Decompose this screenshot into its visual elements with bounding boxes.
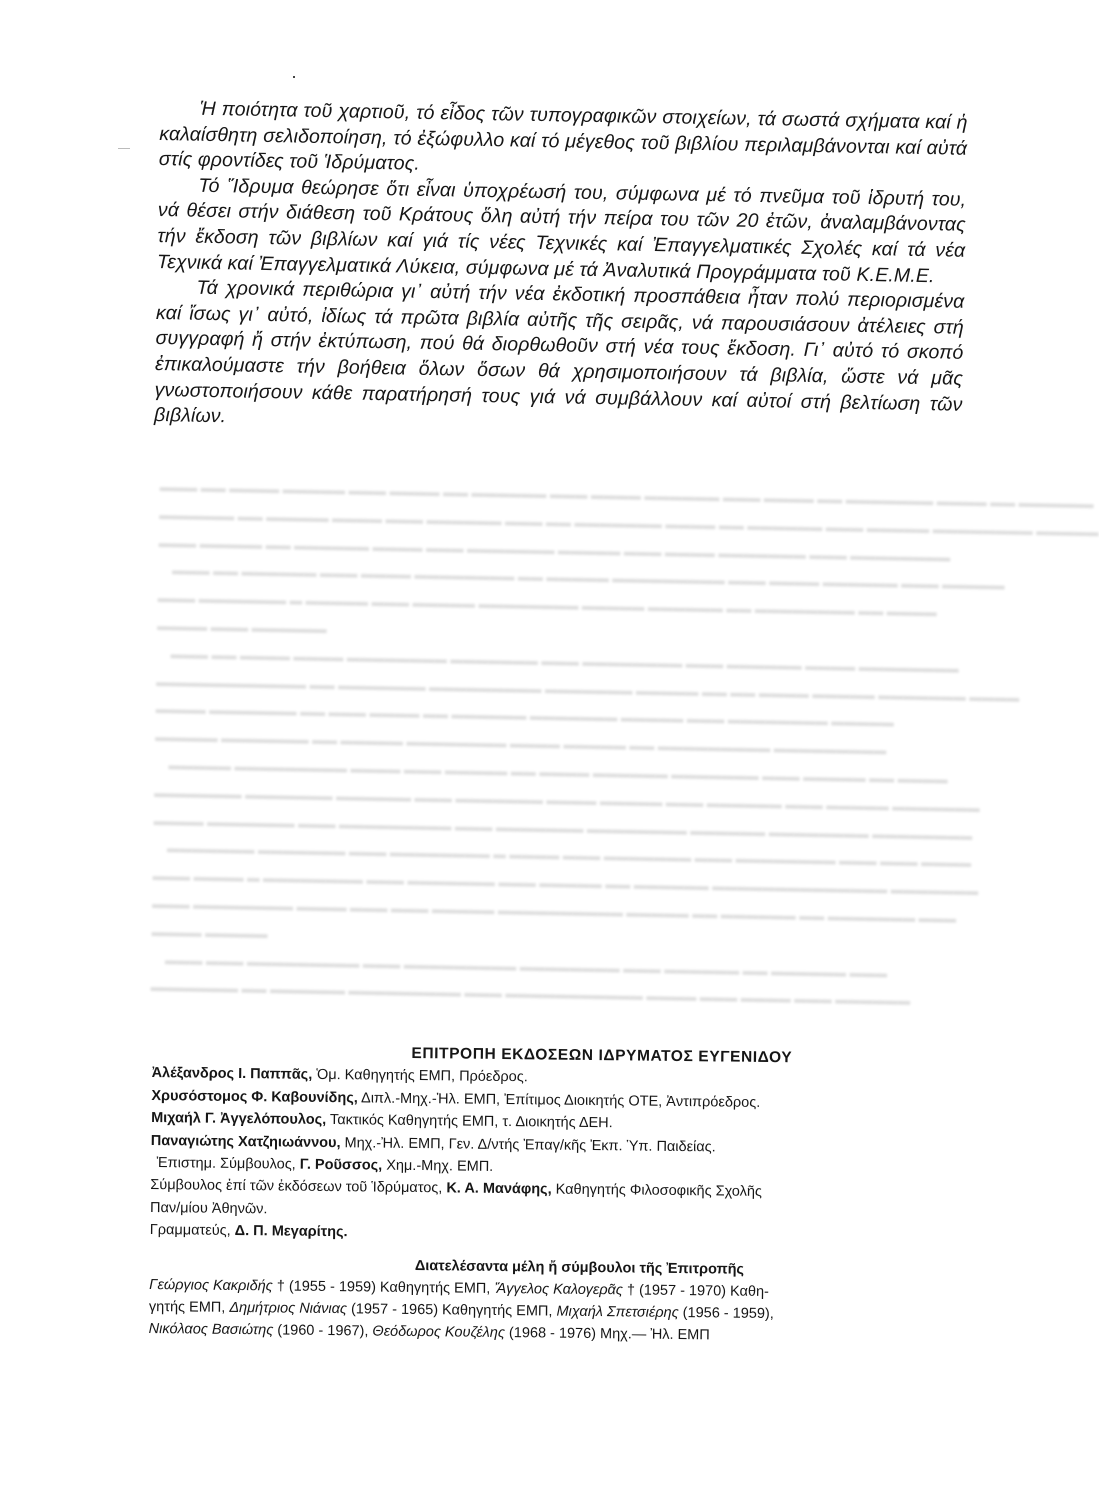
secretary-title: Γραμματεύς, — [149, 1222, 231, 1240]
former-member-name: Μιχαήλ Σπετσιέρης — [556, 1303, 679, 1322]
intro-paragraph-2: Τό Ἵδρυμα θεώρησε ὅτι εἶναι ὑποχρέωσή του, σύμφωνα μέ τό πνεῦμα τοῦ ἱδρυτή του, νά θέσει στήν διάθεση τοῦ Κράτους ὅλη αὐτή τήν πείρα του τῶν 20 ἐτῶν, ἀναλαμβάνοντας τήν ἔκδοση τῶν βιβλίων καί γιά τίς νέες Τεχνικές καί Ἐπαγγελματικές Σχολές καί τά νέα Τεχνικά καί Ἐπαγγελματικά Λύκεια, σύμφωνα μέ τά Ἀναλυτικά Προγράμματα τοῦ Κ.Ε.Μ.Ε. — [156, 174, 967, 287]
advisor-role: Χημ.-Μηχ. ΕΜΠ. — [382, 1157, 494, 1175]
advisor-title: Σύμβουλος ἐπί τῶν ἐκδόσεων τοῦ Ἱδρύματος, — [150, 1177, 443, 1197]
former-member-details: † (1955 - 1959) Καθηγητής ΕΜΠ, — [272, 1278, 495, 1297]
former-members-heading: Διατελέσαντα μέλη ἤ σύμβουλοι τῆς Ἐπιτροπῆς — [414, 1257, 745, 1278]
committee-heading: ΕΠΙΤΡΟΠΗ ΕΚΔΟΣΕΩΝ ΙΔΡΥΜΑΤΟΣ ΕΥΓΕΝΙΔΟΥ — [411, 1044, 793, 1067]
editorial-committee — [149, 1040, 972, 1349]
former-member-name: Νικόλαος Βασιώτης — [148, 1321, 274, 1339]
publications-advisor-cont: Παν/μίου Ἀθηνῶν. — [150, 1199, 268, 1218]
advisor-name: Γ. Ροῦσσος, — [299, 1156, 383, 1174]
show-through-text: ▬▬▬ ▬▬ ▬▬▬▬ ▬▬▬▬▬ ▬▬▬ ▬▬▬▬ ▬▬ ▬▬▬▬▬▬ ▬▬▬ ▬▬▬▬ ▬▬▬▬▬▬ ▬▬▬ ▬▬▬▬ ▬▬ ▬▬▬▬▬▬▬ ▬▬▬▬ ▬▬ ▬▬▬▬▬▬ ▬▬▬▬▬▬ ▬▬ ▬▬▬▬▬ ▬▬▬▬ ▬▬▬ ▬▬▬▬▬▬ ▬▬▬ ▬▬ ▬▬▬▬▬▬▬ ▬▬▬▬ ▬▬ ▬▬▬▬▬▬ ▬▬▬ ▬▬▬▬▬ ▬▬▬▬▬▬▬▬ ▬▬▬▬▬ ▬▬▬ ▬▬▬▬▬ ▬▬ ▬▬▬▬▬▬ ▬▬▬▬ ▬▬▬ ▬▬▬▬▬▬▬ ▬▬▬▬▬ ▬▬▬ ▬▬▬▬ ▬▬▬▬▬▬▬ ▬▬▬ ▬▬▬▬▬▬▬▬ ▬▬▬ ▬▬ ▬▬▬▬▬▬ ▬▬▬ ▬▬▬▬ ▬▬▬▬▬▬▬▬ ▬▬ ▬▬▬▬▬ ▬▬▬▬▬▬▬▬▬ ▬▬▬ ▬▬▬▬ ▬▬▬▬▬▬ ▬▬▬ ▬▬▬▬▬ ▬▬▬ ▬▬▬▬▬▬▬ ▬ ▬▬▬▬▬ ▬▬▬ ▬▬▬▬▬ ▬▬▬▬▬▬▬▬ ▬▬▬▬▬ ▬▬▬▬▬▬ ▬▬ ▬▬▬▬▬▬▬▬ ▬▬ ▬▬▬▬ ▬▬▬▬ ▬▬▬ ▬▬▬▬▬▬ ▬▬▬ ▬▬ ▬▬▬▬ ▬▬▬▬ ▬▬▬▬▬▬▬▬ ▬▬▬▬▬▬▬ ▬▬▬ ▬▬▬▬▬▬▬▬ ▬▬▬ ▬▬▬▬▬▬ ▬▬▬▬ ▬▬▬▬▬▬▬▬ ▬▬▬▬▬▬▬▬▬▬▬▬ ▬▬ ▬▬▬▬▬▬▬ ▬▬▬▬▬▬▬▬▬ ▬▬▬▬▬▬▬ ▬▬▬▬▬ ▬▬ ▬▬ ▬▬▬▬ ▬▬▬▬▬ ▬▬▬▬▬▬▬ ▬▬▬▬ ▬▬▬▬ ▬▬▬▬▬▬▬ ▬▬ ▬▬▬ ▬▬▬▬ ▬▬ ▬▬▬▬▬▬ ▬▬▬▬▬▬▬ ▬▬▬▬▬ ▬▬▬ ▬▬▬▬▬▬▬▬ ▬▬▬▬▬ ▬▬▬▬▬ ▬▬▬▬▬▬▬ ▬▬ ▬▬▬▬▬ ▬▬▬▬▬▬▬▬ ▬▬▬▬ ▬▬▬▬▬ ▬▬ ▬▬▬▬▬▬▬▬▬ ▬▬▬▬▬▬▬▬▬ ▬▬▬▬▬ ▬▬▬▬▬▬▬▬▬ ▬▬▬▬ ▬▬▬ ▬▬▬▬▬ ▬▬ ▬▬▬▬ ▬▬▬▬▬▬ ▬▬▬▬▬▬▬ ▬▬▬ ▬▬▬▬▬ ▬▬ ▬▬▬▬ ▬▬▬▬▬▬▬ ▬▬▬▬▬▬▬ ▬▬▬▬▬▬ ▬▬▬ ▬▬▬▬▬▬▬ ▬▬▬▬ ▬▬▬▬▬ ▬▬▬ ▬▬▬▬▬▬ ▬▬▬ ▬▬▬▬▬ ▬▬▬▬▬▬▬ ▬▬▬▬ ▬▬▬▬▬▬▬ ▬▬▬ ▬▬▬▬▬▬▬▬▬ ▬▬▬ ▬▬▬▬▬▬▬ ▬▬▬▬▬▬▬▬ ▬▬▬▬▬▬ ▬▬▬▬▬▬▬▬ ▬▬▬▬▬▬▬▬ ▬▬▬▬▬▬▬ ▬▬▬▬▬▬▬ ▬▬▬ ▬▬▬▬▬▬▬▬ ▬ ▬▬▬▬ ▬▬▬ ▬▬▬▬▬▬▬ ▬▬▬ ▬▬▬▬▬▬▬▬ ▬▬▬ ▬▬▬ ▬▬▬▬ ▬▬▬ ▬▬▬▬ ▬ ▬▬▬▬▬▬▬▬ ▬▬▬ ▬▬▬▬▬▬▬ ▬▬▬ ▬▬▬▬▬ ▬▬ ▬▬▬▬▬▬ ▬▬▬▬▬▬▬▬▬▬▬▬▬▬ ▬▬▬▬▬▬▬ ▬▬▬ ▬▬▬▬▬▬▬▬ ▬▬▬▬ ▬▬▬ ▬▬▬ ▬▬▬▬▬ ▬▬▬▬▬▬▬▬▬▬ ▬▬▬▬▬ ▬▬ ▬▬▬▬▬▬ ▬▬ ▬▬▬▬▬▬▬ ▬▬▬ ▬▬▬▬ ▬▬▬▬▬ ▬▬▬ ▬▬▬ ▬▬▬▬▬▬▬▬▬ ▬▬▬ ▬▬▬▬▬▬▬▬▬ ▬▬▬▬▬▬▬▬ ▬▬▬ ▬▬▬▬▬▬ ▬▬ ▬▬▬▬▬▬ ▬▬▬ ▬▬▬▬▬▬▬ ▬▬ ▬▬▬▬▬▬ ▬▬▬▬▬▬▬▬▬ ▬▬▬ ▬▬▬▬▬▬▬▬▬▬▬ ▬▬▬▬ ▬▬▬ ▬▬▬▬ ▬▬▬ ▬▬▬▬▬▬ — [150, 479, 1099, 1009]
member-name: Παναγιώτης Χατζηιωάννου, — [150, 1132, 341, 1151]
introduction-text — [154, 96, 968, 443]
advisor-role: Καθηγητής Φιλοσοφικῆς Σχολῆς — [551, 1181, 763, 1201]
former-member-name: Δημήτριος Νιάνιας — [229, 1299, 348, 1318]
member-name: Ἀλέξανδρος Ι. Παππᾶς, — [151, 1065, 313, 1084]
member-role: Ὁμ. Καθηγητής ΕΜΠ, Πρόεδρος. — [312, 1067, 528, 1086]
intro-paragraph-3: Τά χρονικά περιθώρια γι᾽ αὐτή τήν νέα ἐκδοτική προσπάθεια ἦταν πολύ περιορισμένα καί ἴσως γι᾽ αὐτό, ἰδίως τά πρῶτα βιβλία αὐτῆς τῆς σειρᾶς, νά παρουσιάσουν ἀτέλειες στή συγγραφή ἤ στήν ἐκτύπωση, πού θά διορθωθοῦν στή νέα τους ἔκδοση. Γι᾽ αὐτό τό σκοπό ἐπικαλούμαστε τήν βοήθεια ὅλων ὅσων θά χρησιμοποιήσουν τά βιβλία, ὥστε νά μᾶς γνωστοποιήσουν κάθε παρατήρησή τους γιά νά συμβάλλουν καί αὐτοί στή βελτίωση τῶν βιβλίων. — [153, 276, 965, 428]
advisor-name: Κ. Α. Μανάφης, — [446, 1180, 552, 1198]
former-member-details: (1956 - 1959), — [678, 1305, 774, 1323]
former-members-list — [149, 1274, 970, 1349]
advisor-title: Ἐπιστημ. Σύμβουλος, — [156, 1155, 296, 1173]
member-name: Μιχαήλ Γ. Ἀγγελόπουλος, — [151, 1110, 327, 1129]
secretary-name: Δ. Π. Μεγαρίτης. — [234, 1223, 348, 1241]
intro-paragraph-1: Ἡ ποιότητα τοῦ χαρτιοῦ, τό εἶδος τῶν τυπογραφικῶν στοιχείων, τά σωστά σχήματα καί ἡ καλαίσθητη σελιδοποίηση, τό ἐξώφυλλο καί τό μέγεθος τοῦ βιβλίου περιλαμβάνονται καί αὐτά στίς φροντίδες τοῦ Ἱδρύματος. — [158, 97, 968, 175]
former-member-details: (1960 - 1967), — [273, 1322, 373, 1340]
former-member-details: † (1957 - 1970) Καθη- — [622, 1282, 770, 1301]
page-speck — [293, 76, 295, 78]
member-role: Μηχ.-Ἠλ. ΕΜΠ, Γεν. Δ/ντής Ἐπαγ/κῆς Ἐκπ. Ὑπ. Παιδείας. — [340, 1134, 716, 1156]
former-member-details: (1957 - 1965) Καθηγητής ΕΜΠ, — [346, 1301, 557, 1320]
member-role: Διπλ.-Μηχ.-Ἠλ. ΕΜΠ, Ἐπίτιμος Διοικητής ΟΤΕ, Ἀντιπρόεδρος. — [357, 1090, 761, 1111]
former-member-details: γητής ΕΜΠ, — [148, 1299, 230, 1316]
former-member-details: (1968 - 1976) Μηχ.— Ἠλ. ΕΜΠ — [504, 1325, 710, 1344]
former-member-name: Γεώργιος Κακριδής — [149, 1277, 273, 1295]
member-role: Τακτικός Καθηγητής ΕΜΠ, τ. Διοικητής ΔΕΗ. — [326, 1112, 613, 1132]
member-name: Χρυσόστομος Φ. Καβουνίδης, — [151, 1087, 358, 1107]
former-member-name: Θεόδωρος Κουζέλης — [372, 1323, 506, 1342]
page-speck — [118, 148, 130, 149]
former-member-name: Ἄγγελος Καλογερᾶς — [494, 1280, 623, 1299]
